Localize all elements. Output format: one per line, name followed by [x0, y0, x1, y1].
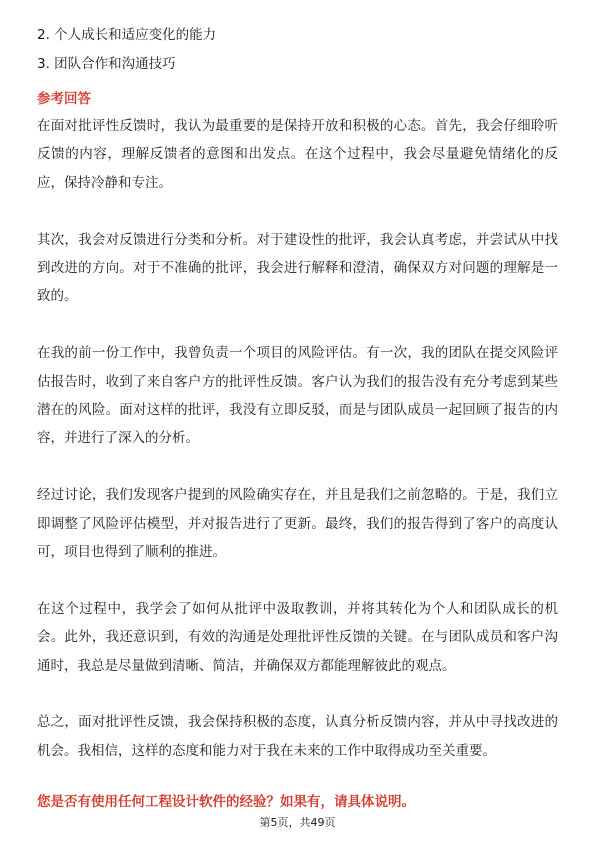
answer-paragraph: 其次，我会对反馈进行分类和分析。对于建设性的批评，我会认真考虑，并尝试从中找到改进的方向。对于不准确的批评，我会进行解释和澄清，确保双方对问题的理解是一致的。	[37, 231, 558, 305]
answer-paragraph: 在面对批评性反馈时，我认为最重要的是保持开放和积极的心态。首先，我会仔细聆听反馈的内容，理解反馈者的意图和出发点。在这个过程中，我会尽量避免情绪化的反应，保持冷静和专注。	[37, 118, 558, 191]
answer-heading: 参考回答	[37, 91, 91, 107]
answer-paragraph: 在这个过程中，我学会了如何从批评中汲取教训，并将其转化为个人和团队成长的机会。此外，我还意识到，有效的沟通是处理批评性反馈的关键。在与团队成员和客户沟通时，我总是尽量做到清晰、简洁，并确保双方都能理解彼此的观点。	[37, 600, 558, 674]
answer-paragraph: 在我的前一份工作中，我曾负责一个项目的风险评估。有一次，我的团队在提交风险评估报告时，收到了来自客户方的批评性反馈。客户认为我们的报告没有充分考虑到某些潜在的风险。面对这样的批评，我没有立即反驳，而是与团队成员一起回顾了报告的内容，并进行了深入的分析。	[37, 345, 558, 447]
answer-body	[37, 112, 558, 794]
page-number: 第5页，共49页	[259, 816, 336, 829]
answer-paragraph: 经过讨论，我们发现客户提到的风险确实存在，并且是我们之前忽略的。于是，我们立即调整了风险评估模型，并对报告进行了更新。最终，我们的报告得到了客户的高度认可，项目也得到了顺利的推进。	[37, 487, 558, 561]
answer-paragraph: 总之，面对批评性反馈，我会保持积极的态度，认真分析反馈内容，并从中寻找改进的机会。我相信，这样的态度和能力对于我在未来的工作中取得成功至关重要。	[37, 714, 558, 759]
list-item: 2. 个人成长和适应变化的能力	[37, 27, 217, 43]
next-question-heading: 您是否有使用任何工程设计软件的经验？如果有，请具体说明。	[37, 794, 415, 810]
list-item: 3. 团队合作和沟通技巧	[37, 56, 176, 72]
